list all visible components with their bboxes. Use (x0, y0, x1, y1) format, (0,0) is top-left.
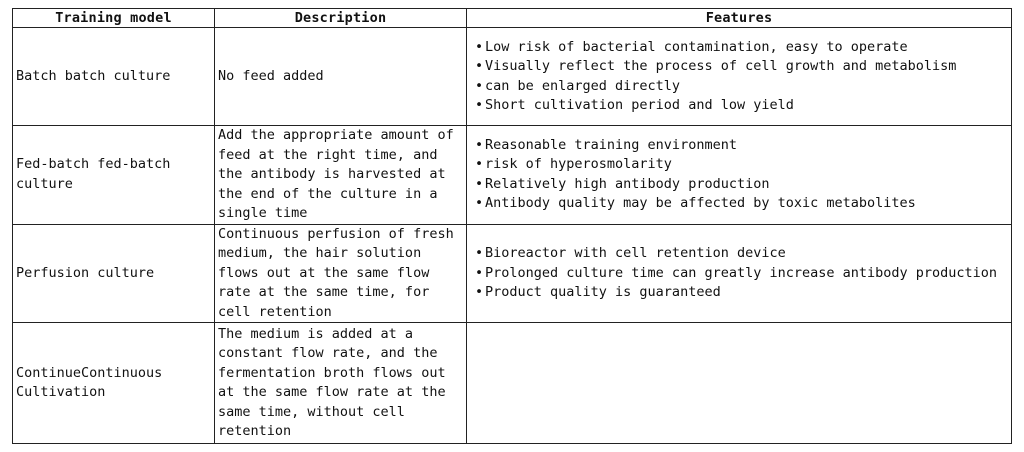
cell-model: Perfusion culture (13, 224, 215, 323)
cell-model: Batch batch culture (13, 28, 215, 126)
feature-item: • risk of hyperosmolarity (475, 155, 1008, 175)
bullet-icon: • (475, 264, 484, 281)
feature-list (475, 244, 1008, 303)
feature-item: • Antibody quality may be affected by toxic metabolites (475, 194, 1008, 214)
bullet-icon: • (475, 195, 484, 212)
cell-description: The medium is added at a constant flow rate, and the fermentation broth flows out at the same flow rate at the same time, without cell retention (215, 323, 467, 444)
feature-item: • Visually reflect the process of cell growth and metabolism (475, 57, 1008, 77)
cell-description: Continuous perfusion of fresh medium, the hair solution flows out at the same flow rate at the same time, for cell retention (215, 224, 467, 323)
feature-item: • Prolonged culture time can greatly increase antibody production (475, 264, 1008, 284)
bullet-icon: • (475, 245, 484, 261)
header-description: Description (215, 9, 467, 28)
table-row (13, 224, 1012, 323)
cell-features (467, 224, 1012, 323)
table-row (13, 28, 1012, 126)
feature-item: • Reasonable training environment (475, 136, 1008, 156)
cell-features (467, 28, 1012, 126)
feature-list (475, 38, 1008, 116)
bullet-icon: • (475, 284, 484, 300)
cell-model: ContinueContinuous Cultivation (13, 323, 215, 444)
feature-item: • can be enlarged directly (475, 77, 1008, 97)
feature-item: • Product quality is guaranteed (475, 283, 1008, 303)
cell-features-empty (467, 323, 1012, 444)
table-row (13, 126, 1012, 225)
bullet-icon: • (475, 77, 484, 94)
header-features: Features (467, 9, 1012, 28)
cell-model: Fed-batch fed-batch culture (13, 126, 215, 225)
table-header-row (13, 9, 1012, 28)
feature-list (475, 136, 1008, 214)
header-training-model: Training model (13, 9, 215, 28)
table-row (13, 323, 1012, 444)
culture-comparison-table (12, 8, 1012, 444)
feature-item: • Short cultivation period and low yield (475, 96, 1008, 116)
bullet-icon: • (475, 38, 484, 55)
bullet-icon: • (475, 58, 484, 74)
cell-description: No feed added (215, 28, 467, 126)
feature-item: • Low risk of bacterial contamination, easy to operate (475, 38, 1008, 58)
bullet-icon: • (475, 175, 484, 192)
bullet-icon: • (475, 97, 484, 113)
feature-item: • Relatively high antibody production (475, 175, 1008, 195)
bullet-icon: • (475, 156, 484, 173)
bullet-icon: • (475, 136, 484, 153)
feature-item: • Bioreactor with cell retention device (475, 244, 1008, 264)
cell-features (467, 126, 1012, 225)
cell-description: Add the appropriate amount of feed at the right time, and the antibody is harvested at the end of the culture in a single time (215, 126, 467, 225)
